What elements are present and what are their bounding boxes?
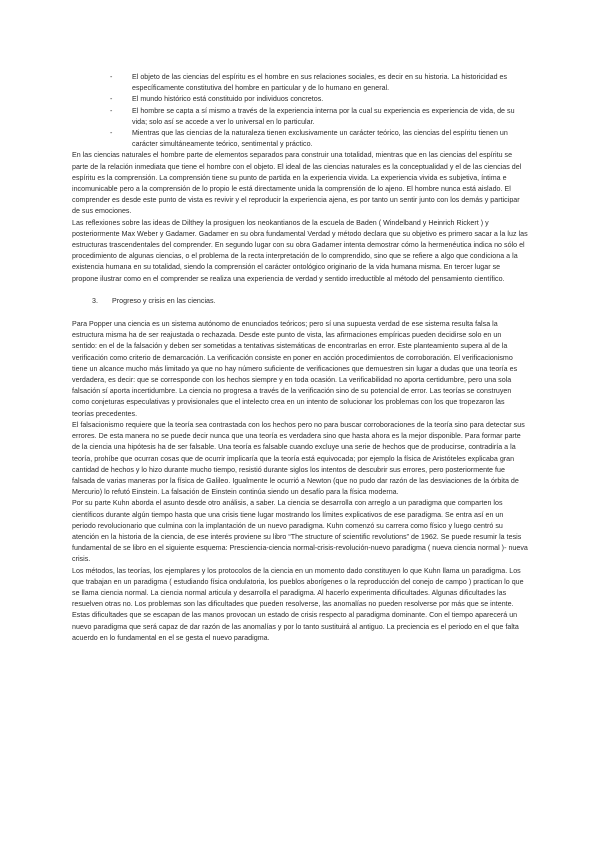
bullet-item bbox=[92, 128, 528, 150]
paragraph-natural-sciences: En las ciencias naturales el hombre parte de elementos separados para construir una totalidad, mientras que en las ciencias del espíritu se parte de la relación inmediata que tiene el hombre con el objeto. El ideal de las ciencias naturales es la conceptualidad y el de las ciencias del espíritu es la comprensión. La comprensión tiene su punto de partida en la experiencia vivida. La experiencia vivida es subjetiva, íntima e incomunicable pero a la comprensión de lo propio le está directamente unida la comprensión de lo ajeno. El hombre nunca está aislado. El comprender es desde este punto de vista es revivir y el reproducir la experiencia ajena, es por tanto un sentir junto con los demás y participar de sus emociones. bbox=[72, 151, 522, 216]
bullet-text: Mientras que las ciencias de la naturaleza tienen exclusivamente un carácter teórico, las ciencias del espíritu tienen un carácter simultáneamente teórico, sentimental y práctico. bbox=[132, 129, 508, 149]
bullet-text: El hombre se capta a sí mismo a través de la experiencia interna por la cual su experiencia es experiencia de vida, de su vida; solo así se accede a ver lo universal en lo particular. bbox=[132, 106, 515, 126]
paragraph-gadamer: Las reflexiones sobre las ideas de Dilthey la prosiguen los neokantianos de la escuela de Baden ( Windelband y Heinrich Rickert ) y posteriormente Max Weber y Gadamer. Gadamer en su obra fundamental Verdad y método declara que su objetivo es primero sacar a la luz las estructuras trascendentales del comprender. En segundo lugar con su obra Gadamer intenta demostrar cómo la hermenéutica indica no sólo el procedimiento de algunas ciencias, o el problema de la recta interpretación de lo comprendido, sino que se refiere a algo que condiciona a la existencia humana en su totalidad, siendo la comprensión el carácter ontológico originario de la vida humana misma. En tercer lugar se propone ilustrar como en el comprender se realiza una experiencia de verdad y sentido irreductible al método del pensamiento científico. bbox=[72, 218, 528, 283]
section-number: 3. bbox=[92, 296, 98, 305]
section-title: Progreso y crisis en las ciencias. bbox=[112, 296, 216, 305]
bullet-item bbox=[92, 94, 528, 105]
bullet-item bbox=[92, 72, 528, 94]
bullet-text: El mundo histórico está constituido por individuos concretos. bbox=[132, 95, 324, 104]
bullet-text: El objeto de las ciencias del espíritu es el hombre en sus relaciones sociales, es decir en su historia. La historicidad es específicamente constitutiva del hombre en particular y de lo humano en general. bbox=[132, 73, 508, 93]
bullet-list bbox=[92, 72, 528, 150]
section-heading bbox=[72, 296, 528, 307]
paragraph-kuhn: Por su parte Kuhn aborda el asunto desde otro análisis, a saber. La ciencia se desarrolla con arreglo a un paradigma que comparten los científicos durante algún tiempo hasta que una crisis tiene lugar mostrando los límites explicativos de ese paradigma. Se entra así en un periodo revolucionario que culmina con la implantación de un nuevo paradigma. Kuhn comenzó su carrera como físico y luego centró su atención en la historia de la ciencia, de ese interés proviene su libro “The structure of scientific revolutions” de 1962. Se puede resumir la tesis fundamental de se libro en el siguiente esquema: Presciencia-ciencia normal-crisis-revolución-nuevo paradigma ( nueva ciencia normal )- nueva crisis. bbox=[72, 499, 528, 564]
paragraph-popper: Para Popper una ciencia es un sistema autónomo de enunciados teóricos; pero sí una supuesta verdad de ese sistema resulta falsa la estructura misma ha de ser reajustada o rechazada. Desde este punto de vista, las afirmaciones empíricas pueden decidirse solo en un sentido: en el de la falsación y deben ser sometidas a tentativas sistemáticas de encontrarlas en error. Este planteamiento supera al de la verificación como criterio de demarcación. La verificación consiste en poner en acción procedimientos de corroboración. El verificacionismo tiene un alcance mucho más limitado ya que no hay número suficiente de verificaciones que demuestren sin lugar a dudas que una teoría es verdadera, es decir: que se corresponde con los hechos siempre y en toda ocasión. La verificabilidad no aporta certidumbre, pero una sola falsación sí aporta incertidumbre. La ciencia no progresa a través de la verificación sino de su potencial de error. Las teorías se construyen como conjeturas especulativas y provisionales que el intelecto crea en un intento de solucionar los problemas con los que tropezaron las teorías precedentes. bbox=[72, 320, 518, 418]
paragraph-paradigma: Los métodos, las teorías, los ejemplares y los protocolos de la ciencia en un momento dado constituyen lo que Kuhn llama un paradigma. Los que trabajan en un paradigma ( estudiando física ondulatoria, los pueblos aborígenes o la reproducción del conejo de campo ) practican lo que se llama ciencia normal. La ciencia normal articula y desarrolla el paradigma. Al hacerlo experimenta dificultades. Algunas dificultades las resuelven otras no. Los problemas son las dificultades que pueden resolverse, las anomalías no pueden resolverse por más que se intente. Estas dificultades que se escapan de las manos provocan un estado de crisis respecto al paradigma dominante. Con el tiempo aparecerá un nuevo paradigma que será capaz de dar razón de las anomalías y por lo tanto sustituirá al antiguo. La preciencia es el periodo en el que falta acuerdo en lo fundamental en el se gesta el nuevo paradigma. bbox=[72, 566, 524, 642]
bullet-item bbox=[92, 106, 528, 128]
paragraph-falsacionismo: El falsacionismo requiere que la teoría sea contrastada con los hechos pero no para buscar corroboraciones de la teoría sino para detectar sus errores. De esta manera no se puede decir nunca que una teoría es verdadera sino que hasta ahora es la mejor disponible. Para formar parte de la ciencia una hipótesis ha de ser falsable. Una teoría es falsable cuando excluye una serie de hechos que de producirse, contradiría a la teoría, prohíbe que ocurran cosas que de ocurrir implicaría que la teoría está equivocada; por ejemplo la física de Aristóteles explicaba gran cantidad de hechos y lo hizo durante mucho tiempo, resistió durante siglos los intentos de descubrir sus errores, pero posteriormente fue falsada de varias maneras por la física de Galileo. Igualmente le ocurrió a Newton (que no pudo dar razón de las desviaciones de la órbita de Mercurio) lo refutó Einstein. La falsación de Einstein continúa siendo un desafío para la física moderna. bbox=[72, 420, 525, 497]
